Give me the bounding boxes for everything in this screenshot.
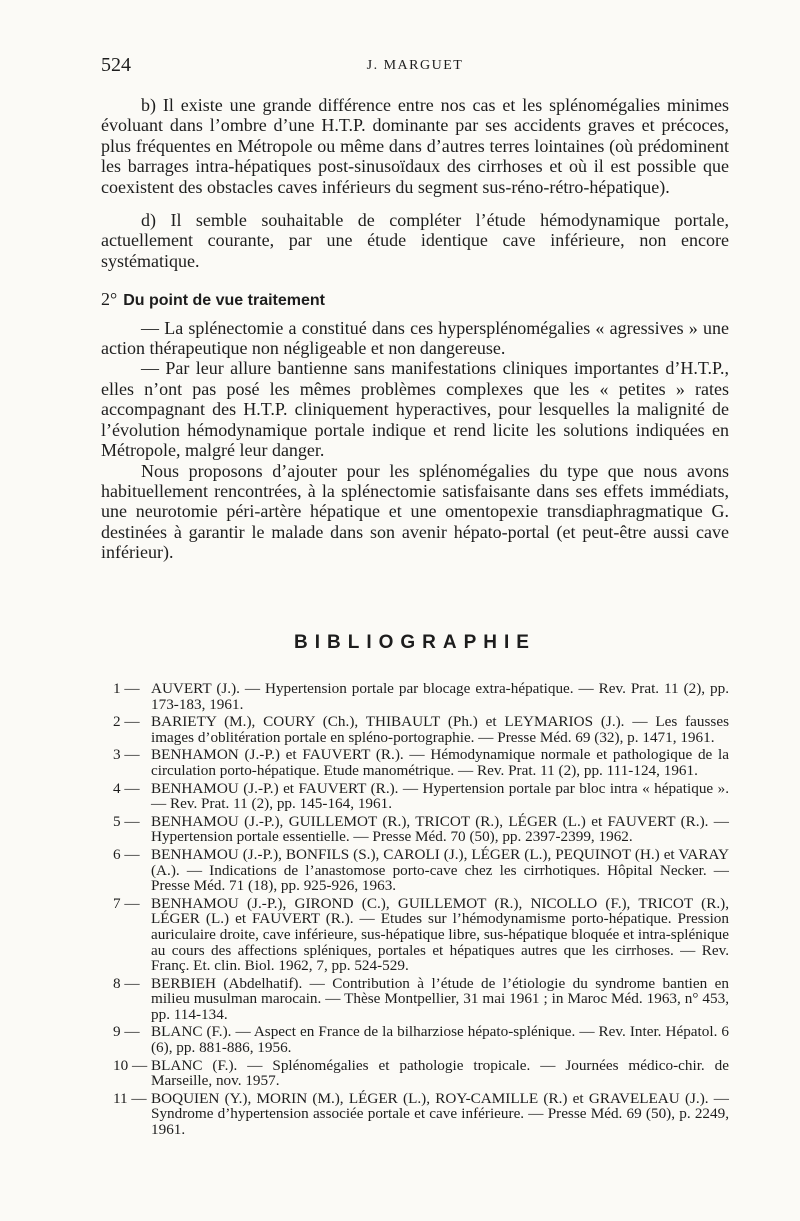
reference-text: BLANC (F.). — Splénomégalies et pathologie tropicale. — Journées médico-chir. de Marseille, nov. 1957. (151, 1056, 729, 1090)
reference-item (113, 814, 729, 845)
reference-number: 8 — (113, 974, 140, 992)
reference-item (113, 681, 729, 712)
reference-number: 10 — (113, 1056, 148, 1074)
reference-number: 9 — (113, 1023, 140, 1041)
reference-text: BARIETY (M.), COURY (Ch.), THIBAULT (Ph.) et LEYMARIOS (J.). — Les fausses images d’oblitération portale en spléno-portographie. — Presse Méd. 69 (32), p. 1471, 1961. (151, 713, 729, 746)
section-heading (101, 289, 729, 311)
page-header (101, 54, 729, 80)
reference-text: BLANC (F.). — Aspect en France de la bilharziose hépato-splénique. — Rev. Inter. Hépatol. 6 (6), pp. 881-886, 1956. (151, 1023, 729, 1057)
reference-item (113, 781, 729, 812)
paragraph-splenectomie: — La splénectomie a constitué dans ces hypersplénomégalies « agressives » une action thérapeutique non négligeable et non dangereuse. (101, 317, 729, 359)
reference-number: 5 — (113, 812, 140, 830)
reference-text: BENHAMOU (J.-P.), BONFILS (S.), CAROLI (J.), LÉGER (L.), PEQUINOT (H.) et VARAY (A.). — Indications de l’anastomose porto-cave chez les cirrhotiques. Hôpital Necker. — Presse Méd. 71 (18), pp. 925-926, 1963. (151, 845, 729, 895)
reference-item (113, 1058, 729, 1089)
reference-number: 1 — (113, 680, 140, 697)
paragraph-allure-bantienne: — Par leur allure bantienne sans manifestations cliniques importantes d’H.T.P., elles n’ont pas posé les mêmes problèmes complexes que les « petites » rates accompagnant des H.T.P. cliniquement hyperactives, pour lesquelles la malignité de l’évolution hémodynamique portale indique et rend licite les solutions indiquées en Métropole, malgré leur danger. (101, 358, 729, 461)
reference-number: 11 — (113, 1089, 147, 1107)
reference-item (113, 1024, 729, 1055)
reference-number: 6 — (113, 845, 140, 863)
reference-text: BENHAMOU (J.-P.), GIROND (C.), GUILLEMOT (R.), NICOLLO (F.), TRICOT (R.), LÉGER (L.) et FAUVERT (R.). — Etudes sur l’hémodynamisme porto-hépatique. Pression auriculaire droite, cave inférieure, sus-hépatique libre, sus-hépatique bloquée et intra-splénique au cours des affections spléniques, portales et hépatiques autres que les cirrhoses. — Rev. Franç. Et. clin. Biol. 1962, 7, pp. 524-529. (151, 894, 729, 975)
body-text (101, 95, 729, 563)
bibliography-title: BIBLIOGRAPHIE (294, 632, 536, 653)
reference-number: 2 — (113, 713, 140, 731)
running-head: J. MARGUET (366, 58, 464, 73)
reference-text: AUVERT (J.). — Hypertension portale par blocage extra-hépatique. — Rev. Prat. 11 (2), pp. 173-183, 1961. (151, 680, 729, 713)
reference-item (113, 747, 729, 778)
page-number: 524 (101, 54, 131, 76)
section-title: Du point de vue traitement (123, 292, 325, 310)
paragraph-d: d) Il semble souhaitable de compléter l’étude hémodynamique portale, actuellement courante, par une étude identique cave inférieure, non encore systématique. (101, 210, 729, 271)
bibliography-list (113, 681, 729, 1140)
reference-text: BENHAMON (J.-P.) et FAUVERT (R.). — Hémodynamique normale et pathologique de la circulation porto-hépatique. Etude manométrique. — Rev. Prat. 11 (2), pp. 111-124, 1961. (151, 746, 729, 779)
reference-text: BERBIEH (Abdelhatif). — Contribution à l’étude de l’étiologie du syndrome bantien en milieu musulman marocain. — Thèse Montpellier, 31 mai 1961 ; in Maroc Méd. 1963, n° 453, pp. 114-134. (151, 974, 729, 1023)
paragraph-proposition: Nous proposons d’ajouter pour les splénomégalies du type que nous avons habituellement rencontrées, à la splénectomie satisfaisante dans ses effets immédiats, une neurotomie péri-artère hépatique et une omentopexie transdiaphragmatique G. destinées à garantir le malade dans son avenir hépato-portal (et peut-être aussi cave inférieur). (101, 460, 729, 563)
reference-number: 4 — (113, 779, 140, 797)
section-number: 2° (101, 289, 118, 310)
reference-item (113, 1091, 729, 1138)
reference-item (113, 714, 729, 745)
reference-item (113, 896, 729, 974)
reference-text: BENHAMOU (J.-P.) et FAUVERT (R.). — Hypertension portale par bloc intra « hépatique ». — Rev. Prat. 11 (2), pp. 145-164, 1961. (151, 779, 729, 813)
reference-text: BENHAMOU (J.-P.), GUILLEMOT (R.), TRICOT (R.), LÉGER (L.) et FAUVERT (R.). — Hypertension portale essentielle. — Presse Méd. 70 (50), pp. 2397-2399, 1962. (151, 812, 729, 846)
reference-number: 3 — (113, 746, 140, 764)
reference-item (113, 847, 729, 894)
paragraph-b: b) Il existe une grande différence entre nos cas et les splénomégalies minimes évoluant dans l’ombre d’une H.T.P. dominante par ses accidents graves et précoces, plus fréquentes en Métropole ou même dans d’autres terres lointaines (où prédominent les barrages intra-hépatiques post-sinusoïdaux des cirrhoses et où il est possible que coexistent des obstacles caves inférieurs du segment sus-réno-rétro-hépatique). (101, 95, 729, 197)
reference-number: 7 — (113, 894, 140, 912)
reference-text: BOQUIEN (Y.), MORIN (M.), LÉGER (L.), ROY-CAMILLE (R.) et GRAVELEAU (J.). — Syndrome d’hypertension associée portale et cave inférieure. — Presse Méd. 69 (50), p. 2249, 1961. (151, 1089, 729, 1139)
reference-item (113, 976, 729, 1023)
